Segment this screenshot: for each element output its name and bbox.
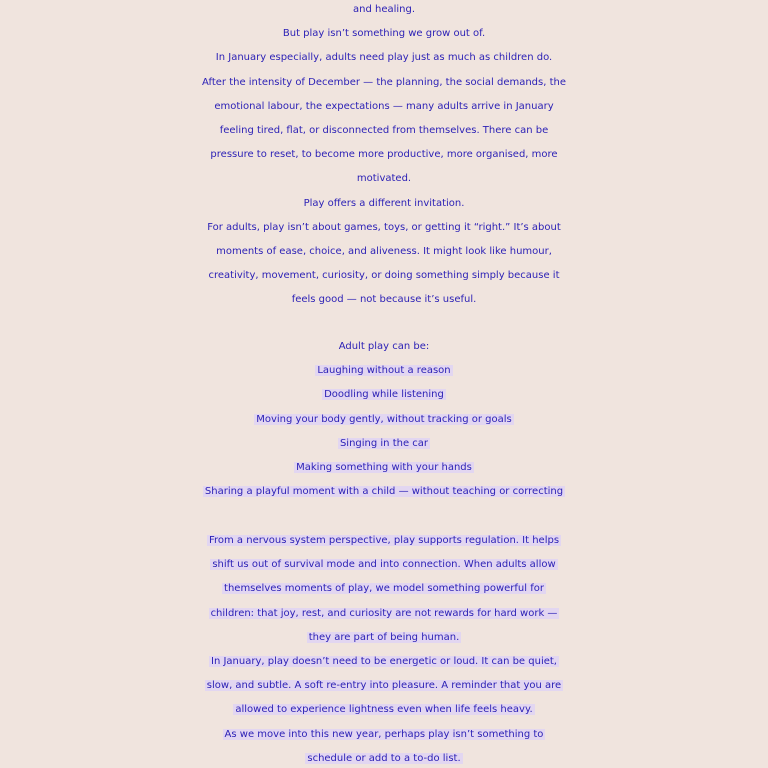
text-line: [0, 577, 768, 601]
list-item: [0, 480, 768, 504]
text-line: [0, 626, 768, 650]
text-line: After the intensity of December — the planning, the social demands, the: [202, 76, 566, 88]
text-line: feeling tired, flat, or disconnected from themselves. There can be: [219, 124, 549, 136]
highlighted-text: slow, and subtle. A soft re-entry into pleasure. A reminder that you are: [206, 680, 562, 692]
text-line: feels good — not because it’s useful.: [291, 294, 477, 306]
list-item: [0, 383, 768, 407]
list-item-text: Singing in the car: [339, 437, 429, 449]
text-line: Play offers a different invitation.: [303, 197, 465, 209]
intro-paragraphs: [0, 0, 768, 312]
list-item-text: Doodling while listening: [324, 389, 444, 401]
text-line: and healing.: [352, 4, 416, 15]
text-line: [0, 698, 768, 722]
text-line: [0, 529, 768, 553]
text-line: pressure to reset, to become more productive, more organised, more: [210, 149, 558, 161]
closing-paragraphs: [0, 529, 768, 768]
highlighted-text: children: that joy, rest, and curiosity are not rewards for hard work —: [210, 607, 558, 619]
list-item: [0, 359, 768, 383]
text-line: creativity, movement, curiosity, or doing something simply because it: [208, 270, 560, 282]
list-heading: Adult play can be:: [338, 341, 430, 352]
highlighted-text: As we move into this new year, perhaps play isn’t something to: [224, 728, 544, 740]
list-item: [0, 408, 768, 432]
text-line: motivated.: [356, 173, 412, 185]
text-line: [0, 650, 768, 674]
list-item: [0, 432, 768, 456]
highlighted-text: From a nervous system perspective, play supports regulation. It helps: [208, 535, 560, 546]
highlighted-text: themselves moments of play, we model something powerful for: [224, 583, 544, 595]
text-line: emotional labour, the expectations — many adults arrive in January: [214, 100, 554, 112]
text-line: For adults, play isn’t about games, toys, or getting it “right.” It’s about: [207, 221, 561, 233]
text-line: [0, 747, 768, 768]
list-item-text: Sharing a playful moment with a child — without teaching or correcting: [204, 486, 564, 498]
text-line: [0, 553, 768, 577]
highlighted-text: In January, play doesn’t need to be energetic or loud. It can be quiet,: [211, 655, 557, 667]
list-item-text: Laughing without a reason: [317, 365, 451, 377]
text-line: But play isn’t something we grow out of.: [282, 28, 486, 40]
highlighted-text: shift us out of survival mode and into connection. When adults allow: [212, 559, 556, 571]
text-line: moments of ease, choice, and aliveness. It might look like humour,: [216, 245, 552, 257]
text-line: In January especially, adults need play just as much as children do.: [215, 52, 553, 64]
list-item: [0, 456, 768, 480]
highlighted-text: they are part of being human.: [308, 631, 460, 643]
highlighted-text: allowed to experience lightness even when life feels heavy.: [235, 704, 533, 716]
text-line: [0, 723, 768, 747]
text-line: [0, 602, 768, 626]
text-line: [0, 674, 768, 698]
list-item-text: Moving your body gently, without tracking or goals: [256, 413, 512, 425]
list-item-text: Making something with your hands: [296, 461, 472, 473]
highlighted-text: schedule or add to a to-do list.: [307, 752, 461, 764]
adult-play-list: [0, 335, 768, 504]
